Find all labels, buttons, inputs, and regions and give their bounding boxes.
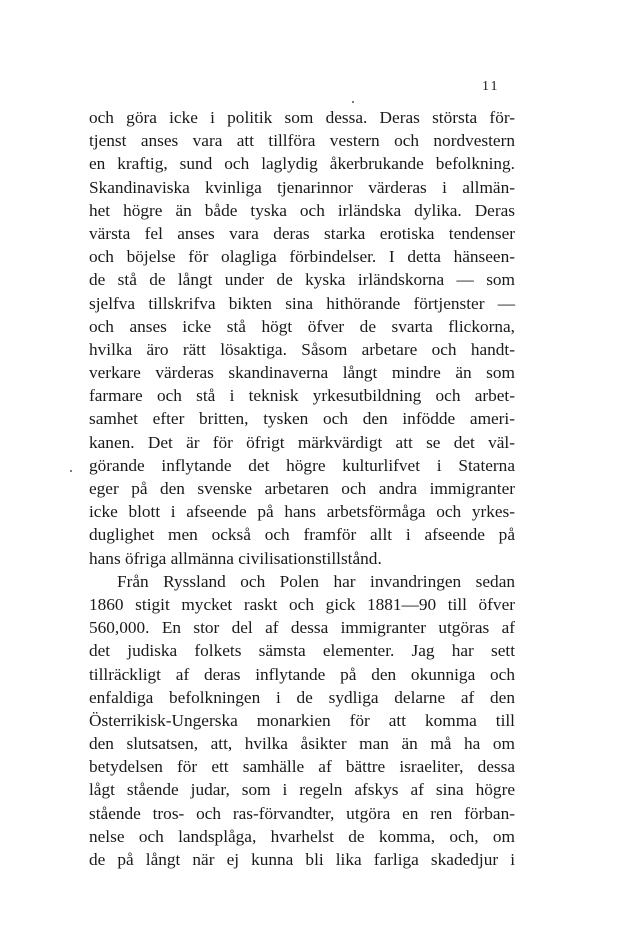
text-line: sjelfva tillskrifva bikten sina hithörande förtjenster —: [89, 293, 515, 313]
text-line: hvilka äro rätt lösaktiga. Såsom arbetare och handt-: [89, 339, 515, 359]
text-line: lågt stående judar, som i regeln afskys af sina högre: [89, 780, 515, 800]
page-number: 11: [482, 79, 500, 94]
text-line: Skandinaviska kvinliga tjenarinnor värderas i allmän-: [89, 177, 515, 197]
text-line: värsta fel anses vara deras starka erotiska tendenser: [89, 223, 515, 243]
text-line: kanen. Det är för öfrigt märkvärdigt att se det väl-: [89, 432, 515, 452]
text-line: en kraftig, sund och laglydig åkerbrukande befolkning.: [89, 154, 515, 174]
text-line: eger på den svenske arbetaren och andra immigranter: [89, 479, 515, 498]
text-line: och böjelse för olagliga förbindelser. I detta hänseen-: [89, 247, 515, 267]
print-speck: [70, 470, 72, 472]
text-line: icke blott i afseende på hans arbetsförmåga och yrkes-: [89, 502, 515, 522]
text-line: hans öfriga allmänna civilisationstillstånd.: [89, 548, 382, 568]
text-line: 1860 stigit mycket raskt och gick 1881—90 till öfver: [89, 594, 515, 614]
text-line: tjenst anses vara att tillföra vestern och nordvestern: [89, 131, 515, 151]
paragraph-1: [89, 106, 515, 570]
text-line: stående tros- och ras-förvandter, utgöra en ren förban-: [89, 803, 515, 823]
text-line: görande inflytande det högre kulturlifvet i Staterna: [89, 455, 515, 475]
text-line: det judiska folkets sämsta elementer. Jag har sett: [89, 641, 515, 661]
print-speck: [352, 101, 354, 103]
text-line: de stå de långt under de kyska irländskorna — som: [89, 270, 515, 290]
text-line: duglighet men också och framför allt i afseende på: [89, 525, 515, 545]
text-line: nelse och landsplåga, hvarhelst de komma, och, om: [89, 826, 515, 846]
text-line: Från Ryssland och Polen har invandringen sedan: [117, 571, 515, 591]
text-line: de på långt när ej kunna bli lika farliga skadedjur i: [89, 850, 515, 869]
text-line: enfaldiga befolkningen i de sydliga delarne af den: [89, 687, 515, 707]
text-line: 560,000. En stor del af dessa immigranter utgöras af: [89, 618, 515, 638]
text-line: verkare värderas skandinaverna långt mindre än som: [89, 363, 515, 383]
text-line: betydelsen för ett samhälle af bättre israeliter, dessa: [89, 757, 515, 777]
text-line: Österrikisk-Ungerska monarkien för att komma till: [89, 710, 515, 730]
text-line: den slutsatsen, att, hvilka åsikter man än må ha om: [89, 734, 515, 754]
page-body: [89, 106, 515, 871]
text-line: och göra icke i politik som dessa. Deras största för-: [89, 108, 515, 127]
text-line: tillräckligt af deras inflytande på den okunniga och: [89, 664, 515, 684]
text-line: farmare och stå i teknisk yrkesutbildning och arbet-: [89, 386, 515, 406]
paragraph-2: [89, 570, 515, 871]
text-line: het högre än både tyska och irländska dylika. Deras: [89, 200, 515, 220]
text-line: och anses icke stå högt öfver de svarta flickorna,: [89, 316, 515, 336]
text-line: samhet efter britten, tysken och den infödde ameri-: [89, 409, 515, 429]
